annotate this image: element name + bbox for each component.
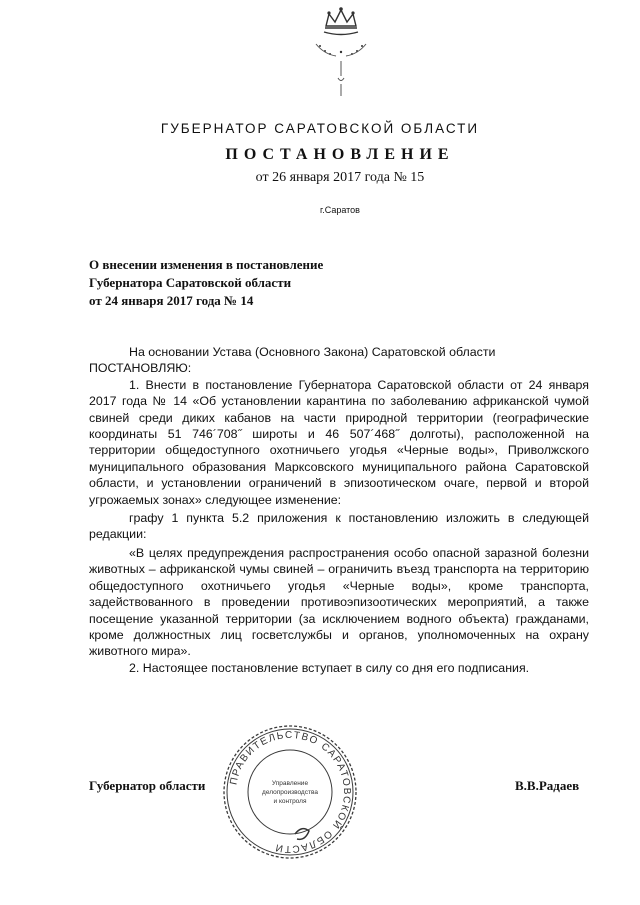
signatory-name: В.В.Радаев: [515, 778, 580, 793]
seal-center-text: Управление: [271, 780, 309, 787]
crown-emblem-icon: [296, 6, 386, 102]
body-paragraph: ПОСТАНОВЛЯЮ:: [89, 361, 192, 376]
subject-line: от 24 января 2017 года № 14: [89, 293, 254, 308]
subject-line: О внесении изменения в постановление: [89, 257, 324, 272]
signatory-position: Губернатор области: [89, 778, 206, 793]
document-body: [89, 344, 589, 676]
issuing-authority: ГУБЕРНАТОР САРАТОВСКОЙ ОБЛАСТИ: [160, 121, 480, 136]
document-subject: [89, 256, 409, 310]
body-paragraph: «В целях предупреждения распространения особо опасной заразной болезни животных – африканской чумы свиней – ограничить въезд транспорта на территорию общедоступного охотничьего угодья «Черные воды», кроме транспорта, задействованного в проведении противоэпизоотических мероприятий, а также посещение указанной территории (за исключением водного объекта) гражданами, кроме должностных лиц госветслужбы и органов, уполномоченных на охрану животного мира».: [89, 545, 589, 659]
document-type: ПОСТАНОВЛЕНИЕ: [225, 146, 455, 163]
subject-line: Губернатора Саратовской области: [89, 275, 292, 290]
body-paragraph: 1. Внести в постановление Губернатора Саратовской области от 24 января 2017 года № 14 «Об установлении карантина по заболеванию африканской чумой свиней среди диких кабанов на части природной территории (географические координаты 51 746´708˝ широты и 46 507´468˝ долготы), расположенной на территории общедоступного охотничьего угодья «Черные воды», Приволжского муниципального образования Марксовского муниципального района Саратовской области, и установлении ограничений в эпизоотическом очаге, первой и второй угрожаемых зонах» следующее изменение:: [89, 377, 589, 507]
document-city: г.Саратов: [320, 205, 360, 215]
seal-center-text: и контроля: [273, 798, 307, 805]
official-seal-stamp: [221, 723, 359, 861]
body-paragraph: 2. Настоящее постановление вступает в силу со дня его подписания.: [129, 660, 530, 675]
seal-ring-text: ПРАВИТЕЛЬСТВО САРАТОВСКОЙ ОБЛАСТИ: [228, 729, 353, 855]
body-paragraph: графу 1 пункта 5.2 приложения к постановлению изложить в следующей редакции:: [89, 511, 589, 542]
signature-mark: [295, 829, 309, 840]
body-paragraph: На основании Устава (Основного Закона) Саратовской области: [129, 345, 496, 359]
document-date-number: от 26 января 2017 года № 15: [255, 170, 425, 185]
seal-center-text: делопроизводства: [262, 789, 318, 796]
